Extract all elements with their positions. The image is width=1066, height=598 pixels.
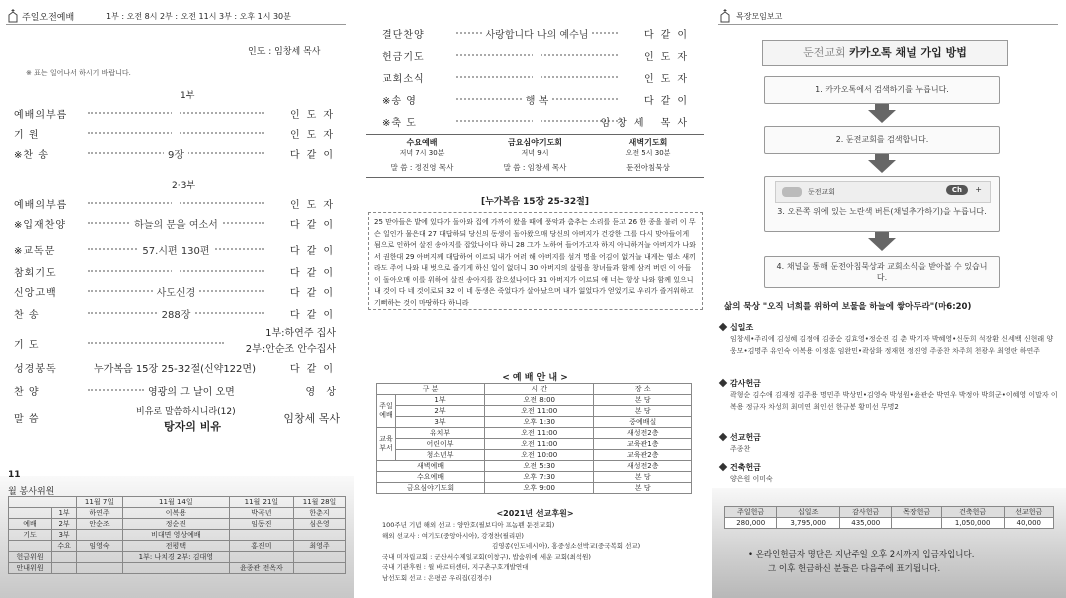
order-item-text: 하늘의 문을 여소서 (130, 220, 222, 231)
service-detail: 둔전아침묵상 (626, 163, 670, 172)
order-leader: 다같이 (290, 268, 340, 279)
guide-place: 본 당 (594, 406, 692, 417)
order-label: 예배의부름 (14, 110, 68, 121)
volunteer-header-row (9, 497, 346, 508)
prayer-part1: 1부:하연주 집사 (265, 328, 336, 339)
volunteer-part: 2부 (52, 519, 77, 530)
order-row (382, 70, 698, 86)
diamond-bullet-icon (719, 463, 727, 471)
down-arrow-icon (868, 160, 896, 173)
order-leader: 인도자 (644, 74, 694, 85)
mission-line: 100주년 기념 해외 선교 : 양안호(필보디아 프놈펜 둔전교회) (382, 521, 555, 529)
step-1-text: 1. 카카오톡에서 검색하기를 누릅니다. (815, 85, 949, 94)
volunteer-part: 수요 (52, 541, 77, 552)
volunteer-role (9, 508, 52, 519)
guide-place: 새성전2층 (594, 461, 692, 472)
sermon-title: 탕자의 비유 (164, 420, 221, 433)
volunteer-date: 11월 28일 (294, 497, 346, 508)
offering-heading (720, 322, 1058, 333)
offering-section (720, 322, 1058, 357)
order-item-text: 57.시편 130편 (138, 246, 213, 257)
volunteer-cell: 박곡년 (229, 508, 293, 519)
corner-cell (9, 497, 77, 508)
worship-leader: 인도 : 임창세 목사 (248, 47, 321, 57)
announcements-column (712, 0, 1066, 598)
order-label: 예배의부름 (14, 200, 68, 211)
order-item (88, 196, 264, 207)
part1-title: 1부 (180, 91, 195, 101)
prayer-dots (88, 342, 224, 344)
offering-section (720, 462, 1058, 485)
volunteer-cell (77, 552, 123, 563)
offering-names: 곽형순 김수애 김재정 김주용 명민주 박상민•김영숙 박성원•윤관순 박연우 박정아 박희군•이혜영 이말자 이복용 정규자 차성희 최미연 최인선 한규봉 황미선 무명2 (730, 391, 1058, 411)
guide-row (377, 461, 692, 472)
volunteer-cell: 1부: 나치경 2부: 김대영 (122, 552, 229, 563)
order-item (456, 114, 618, 125)
volunteer-cell: 한춘지 (294, 508, 346, 519)
standing-note: ※ 표는 일어나서 하시기 바랍니다. (26, 69, 131, 77)
order-item-text (172, 264, 180, 275)
volunteer-cell (294, 563, 346, 574)
mission-line: 국내 기관후원 : 윌 바르터센터, 지구촌구호개발연대 (382, 563, 529, 571)
scripture-text: 25 맏아들은 밭에 있다가 돌아와 집에 가까이 왔을 때에 풍악과 춤추는 소리를 듣고 26 한 종을 불러 이 무슨 일인가 물은대 27 대답하되 당신의 동생이 돌아왔으매 당신의 아버지가 건강한 그를 다시 맞아들이게 됨으로 인하여 살진 송아지를 잡았나이다 하니 28 그가 노하여 들어가고자 하지 아니하거늘 아버지가 나와서 권한대 29 아버지께 대답하여 이르되 내가 여러 해 아버지를 섬겨 명을 어김이 없거늘 내게는 염소 새끼라도 주어 나와 내 벗으로 즐기게 하신 일이 없더니 30 아버지의 살림을 창녀들과 함께 삼켜 버린 이 아들이 돌아오매 이를 위하여 살진 송아지를 잡으셨나이다 31 아버지가 이르되 얘 너는 항상 나와 함께 있으니 내 것이 다 네 것이로되 32 이 네 동생은 죽었다가 살아났으며 내가 잃었다가 얻었기로 우리가 즐거워하고 기뻐하는 것이 마땅하다 하니라 (374, 218, 696, 307)
kakao-step-3 (764, 176, 1000, 232)
service-label: 주일오전예배 (22, 13, 75, 23)
meditation-verse: 삶의 묵상 "오직 너희를 위하여 보물을 하늘에 쌓아두라"(마6:20) (724, 302, 972, 312)
background-photo (712, 488, 1066, 598)
summary-value-row (725, 518, 1054, 529)
guide-row (377, 428, 692, 439)
guide-name: 금요심야기도회 (377, 483, 485, 494)
order-row (14, 106, 344, 122)
guide-time: 오전 8:00 (485, 395, 594, 406)
guide-time: 오전 11:00 (485, 428, 594, 439)
anthem-title: 영광의 그 날이 오면 (148, 387, 235, 398)
service-name: 새벽기도회 (628, 138, 668, 147)
order-row (14, 306, 344, 322)
kakao-title (762, 40, 1008, 66)
guide-name: 새벽예배 (377, 461, 485, 472)
order-leader: 인도자 (290, 200, 340, 211)
guide-place: 본 당 (594, 395, 692, 406)
order-row (14, 216, 344, 232)
order-item-text: 행 복 (522, 96, 553, 107)
order-leader: 인도자 (290, 110, 340, 121)
guide-name: 수요예배 (377, 472, 485, 483)
scripture-box (368, 212, 703, 310)
order-item (88, 216, 264, 231)
offering-summary-table (724, 506, 1054, 529)
summary-value: 40,000 (1004, 518, 1054, 529)
diamond-bullet-icon (719, 433, 727, 441)
summary-value: 3,795,000 (777, 518, 840, 529)
volunteer-cell: 안순조 (77, 519, 123, 530)
order-item (456, 48, 618, 59)
order-item (88, 126, 264, 137)
guide-name: 청소년부 (396, 450, 485, 461)
mission-line: 김영종(인도네시아), 홍중성소선박교(중국복회 선교) (492, 542, 641, 550)
prayer-part2: 2부:안순조 안수집사 (245, 344, 336, 355)
guide-name: 유치부 (396, 428, 485, 439)
weekday-services (366, 134, 704, 178)
volunteer-cell: 홍진미 (229, 541, 293, 552)
weekday-service (479, 137, 591, 173)
volunteer-cell: 정순진 (122, 519, 229, 530)
summary-value: 435,000 (840, 518, 892, 529)
offering-section (720, 432, 1058, 455)
part23-title: 2·3부 (172, 181, 196, 191)
service-detail: 말 씀 : 정진영 목사 (390, 163, 454, 172)
summary-header: 건축헌금 (941, 507, 1004, 518)
order-leader: 다같이 (290, 220, 340, 231)
order-label: 헌금기도 (382, 52, 425, 63)
anthem-dots (88, 389, 144, 391)
volunteer-date: 11월 7일 (77, 497, 123, 508)
order-label: 기 원 (14, 130, 40, 141)
sermon-row (14, 404, 344, 438)
volunteer-row (9, 530, 346, 541)
guide-header: 장 소 (594, 384, 692, 395)
diamond-bullet-icon (719, 379, 727, 387)
offering-names: 주종찬 (730, 445, 751, 453)
volunteer-title: 월 봉사위원 (8, 487, 55, 497)
summary-header: 선교헌금 (1004, 507, 1054, 518)
church-icon (6, 8, 18, 20)
guide-row (377, 395, 692, 406)
order-item-text (533, 48, 541, 59)
service-time: 저녁 9시 (521, 149, 549, 157)
preacher: 임창세 목사 (283, 412, 340, 425)
volunteer-cell: 윤종관 전옥자 (229, 563, 293, 574)
order-row (14, 284, 344, 300)
guide-row (377, 472, 692, 483)
report-label: 목장모임보고 (736, 12, 783, 21)
channel-thumbnail-icon (782, 187, 802, 197)
order-row (382, 26, 698, 42)
mission-list (382, 520, 702, 583)
order-leader: 다같이 (644, 96, 694, 107)
volunteer-cell: 임영숙 (77, 541, 123, 552)
offering-names: 양은원 이미숙 (730, 475, 773, 483)
volunteer-row (9, 508, 346, 519)
order-row (382, 92, 698, 108)
guide-row (377, 450, 692, 461)
step-4-text: 4. 채널을 통해 둔전아침묵상과 교회소식을 받아볼 수 있습니다. (776, 262, 988, 282)
weekday-service (592, 137, 704, 173)
order-row (14, 146, 344, 162)
volunteer-cell (122, 563, 229, 574)
volunteer-cell: 이복용 (122, 508, 229, 519)
offering-title: 선교헌금 (730, 433, 761, 442)
sermon-subtitle: 비유로 말씀하시니라(12) (136, 407, 236, 417)
summary-header-row (725, 507, 1054, 518)
footer-note-2: 그 이후 헌금하신 분들은 다음주에 표기됩니다. (768, 564, 941, 574)
reading-label: 성경봉독 (14, 364, 57, 375)
summary-header: 목장헌금 (892, 507, 941, 518)
summary-value: 280,000 (725, 518, 777, 529)
anthem-row (14, 383, 344, 399)
guide-name: 2부 (396, 406, 485, 417)
volunteer-month: 11 (8, 470, 21, 480)
order-item (88, 146, 264, 161)
channel-preview (775, 181, 991, 203)
summary-value: 1,050,000 (941, 518, 1004, 529)
volunteer-part (52, 552, 77, 563)
order-item-text (533, 114, 541, 125)
volunteer-role: 안내위원 (9, 563, 52, 574)
order-item (88, 284, 264, 299)
anthem-label: 찬 양 (14, 387, 40, 398)
guide-row (377, 439, 692, 450)
volunteer-row (9, 519, 346, 530)
order-item-text (533, 70, 541, 81)
guide-place: 교육관1층 (594, 439, 692, 450)
kakao-step-2 (764, 126, 1000, 154)
order-leader: 다같이 (290, 288, 340, 299)
volunteer-cell (77, 530, 123, 541)
guide-time: 오전 11:00 (485, 439, 594, 450)
volunteer-part: 1부 (52, 508, 77, 519)
order-item-text: 사도신경 (153, 288, 200, 299)
scripture-title: [누가복음 15장 25-32절] (481, 197, 589, 207)
guide-place: 본 당 (594, 483, 692, 494)
kakao-step-4 (764, 256, 1000, 288)
order-and-guide-column (362, 0, 708, 598)
order-label: ※입재찬양 (14, 220, 67, 231)
offering-section (720, 378, 1058, 413)
summary-header: 십일조 (777, 507, 840, 518)
down-arrow-icon (868, 110, 896, 123)
guide-place: 본 당 (594, 472, 692, 483)
guide-time: 오전 10:00 (485, 450, 594, 461)
kakao-title-prefix: 둔전교회 (803, 46, 846, 59)
worship-guide-table (376, 383, 692, 494)
channel-name: 둔전교회 (808, 188, 836, 196)
guide-time: 오전 5:30 (485, 461, 594, 472)
service-times: 1부 : 오전 8시 2부 : 오전 11시 3부 : 오후 1시 30분 (106, 12, 291, 21)
guide-time: 오후 7:30 (485, 472, 594, 483)
volunteer-role (9, 541, 52, 552)
guide-row (377, 406, 692, 417)
order-label: 교회소식 (382, 74, 425, 85)
offering-heading (720, 378, 1058, 389)
guide-title: < 예 배 안 내 > (502, 373, 568, 383)
guide-name: 어린이부 (396, 439, 485, 450)
volunteer-cell (294, 552, 346, 563)
step-2-text: 2. 둔전교회를 검색합니다. (835, 135, 929, 144)
guide-group: 주일예배 (377, 395, 396, 428)
summary-header: 주일헌금 (725, 507, 777, 518)
header-divider (6, 24, 346, 25)
guide-place: 새성전2층 (594, 428, 692, 439)
down-arrow-icon (868, 238, 896, 251)
volunteer-role: 헌금위원 (9, 552, 52, 563)
volunteer-role: 예배 (9, 519, 52, 530)
order-label: 참회기도 (14, 268, 57, 279)
step-3-text: 3. 오른쪽 위에 있는 노란색 버튼(채널추가하기)을 누릅니다. (777, 207, 987, 216)
summary-header: 감사헌금 (840, 507, 892, 518)
order-item (88, 106, 264, 117)
reading-leader: 다같이 (290, 364, 340, 375)
guide-group: 교육부서 (377, 428, 396, 461)
mission-line: 해외 선교사 : 여기도(중앙아시아), 강경찬(필리핀) (382, 531, 524, 540)
order-leader: 인도자 (290, 130, 340, 141)
order-leader: 다같이 (290, 150, 340, 161)
offering-title: 건축헌금 (730, 463, 761, 472)
order-label: ※찬 송 (14, 150, 49, 161)
column1-header (6, 8, 346, 24)
order-label: ※송 영 (382, 96, 417, 107)
offering-heading (720, 462, 1058, 473)
sermon-label: 말 씀 (14, 414, 40, 425)
anthem-performer: 영 상 (305, 387, 340, 398)
order-leader: 다같이 (290, 310, 340, 321)
volunteer-cell (77, 563, 123, 574)
reading-row (14, 360, 344, 376)
worship-order-column (0, 0, 355, 598)
guide-header: 구 분 (377, 384, 485, 395)
offering-heading (720, 432, 1058, 443)
order-label: ※축 도 (382, 118, 417, 129)
volunteer-role: 기도 (9, 530, 52, 541)
volunteer-row (9, 541, 346, 552)
order-leader: 임창세 목사 (600, 118, 694, 129)
volunteer-date: 11월 21일 (229, 497, 293, 508)
volunteer-cell: 임동진 (229, 519, 293, 530)
guide-header: 시 간 (485, 384, 594, 395)
volunteer-date: 11월 14일 (122, 497, 229, 508)
order-item-text (172, 106, 180, 117)
order-leader: 인도자 (644, 52, 694, 63)
service-name: 수요예배 (406, 138, 438, 147)
order-item-text (172, 196, 180, 207)
order-label: 신앙고백 (14, 288, 57, 299)
guide-row (377, 417, 692, 428)
volunteer-part: 3부 (52, 530, 77, 541)
volunteer-part (52, 563, 77, 574)
header-divider (718, 24, 1058, 25)
service-time: 저녁 7시 30분 (399, 149, 445, 157)
order-item (88, 306, 264, 321)
order-item (88, 242, 264, 257)
volunteer-cell (229, 530, 293, 541)
mission-title: <2021년 선교후원> (496, 509, 574, 518)
service-detail: 말 씀 : 임창세 목사 (503, 163, 567, 172)
volunteer-cell (294, 530, 346, 541)
volunteer-cell: 전평택 (122, 541, 229, 552)
diamond-bullet-icon (719, 323, 727, 331)
order-leader: 다같이 (290, 246, 340, 257)
order-row (14, 196, 344, 212)
order-item (456, 70, 618, 81)
order-item-text: 사랑합니다 나의 예수님 (482, 30, 593, 41)
guide-header-row (377, 384, 692, 395)
volunteer-cell: 비대면 영상예배 (122, 530, 229, 541)
service-time: 오전 5시 30분 (625, 149, 671, 157)
mission-line: 남선도회 선교 : 은평곰 우리집(김경수) (382, 573, 492, 582)
volunteer-row (9, 563, 346, 574)
order-label: 결단찬양 (382, 30, 425, 41)
order-item-text: 288장 (158, 310, 195, 321)
kakao-title-main: 카카오톡 채널 가입 방법 (849, 46, 967, 59)
order-row (14, 242, 344, 258)
weekday-service (366, 137, 478, 173)
guide-name: 1부 (396, 395, 485, 406)
guide-row (377, 483, 692, 494)
prayer-label: 기 도 (14, 340, 40, 351)
volunteer-cell (229, 552, 293, 563)
channel-badge: Ch (946, 185, 968, 195)
order-row (382, 114, 698, 130)
offering-names: 임창세•주리에 김성혜 김정애 김종순 김효영•정순진 김 춘 박기자 박혜영•신동희 석장환 신세백 신현래 양웅모•김명주 유인숙 이복용 이정훈 임완민•곽삼화 정재현 정진영 주종찬 차주희 천광우 최영란 하연주 (730, 335, 1054, 355)
footer-note-1: • 온라인헌금자 명단은 지난주일 오후 2시까지 입금자입니다. (748, 550, 975, 560)
guide-name: 3부 (396, 417, 485, 428)
plus-icon: + (975, 185, 982, 194)
volunteer-cell: 하연주 (77, 508, 123, 519)
column3-header (718, 8, 1058, 24)
guide-place: 교육관2층 (594, 450, 692, 461)
order-item (88, 264, 264, 275)
prayer-row (14, 330, 344, 364)
volunteer-row (9, 552, 346, 563)
order-item-text (172, 126, 180, 137)
mission-line: 국내 미자립교회 : 군산서수제일교회(이창구), 밥숨위에 세운 교회(최석원) (382, 552, 591, 561)
order-item (456, 26, 618, 41)
kakao-step-1 (764, 76, 1000, 104)
order-leader: 다같이 (644, 30, 694, 41)
reading-passage: 누가복음 15장 25-32절(신약122면) (94, 364, 256, 375)
order-row (14, 126, 344, 142)
guide-time: 오후 1:30 (485, 417, 594, 428)
guide-time: 오전 11:00 (485, 406, 594, 417)
service-name: 금요심야기도회 (507, 138, 563, 147)
offering-title: 십일조 (730, 323, 754, 332)
order-label: ※교독문 (14, 246, 56, 257)
order-row (382, 48, 698, 64)
order-label: 찬 송 (14, 310, 40, 321)
order-item (456, 92, 618, 107)
volunteer-cell: 심은영 (294, 519, 346, 530)
summary-value (892, 518, 941, 529)
guide-place: 중예배실 (594, 417, 692, 428)
volunteer-cell: 최영주 (294, 541, 346, 552)
order-item-text: 9장 (164, 150, 188, 161)
offering-title: 감사헌금 (730, 379, 761, 388)
volunteer-table (8, 496, 346, 574)
order-row (14, 264, 344, 280)
guide-time: 오후 9:00 (485, 483, 594, 494)
